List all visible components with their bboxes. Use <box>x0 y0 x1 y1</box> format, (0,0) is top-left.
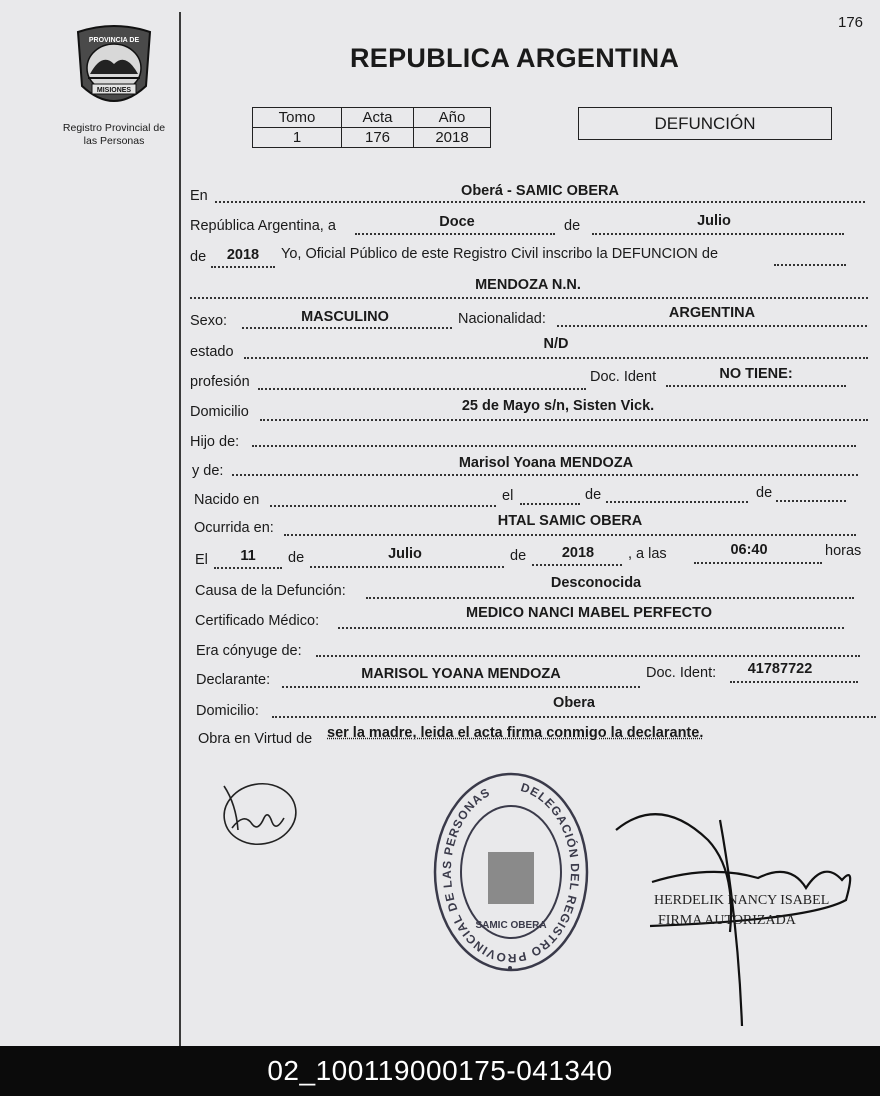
label-de-def-1: de <box>288 550 305 566</box>
label-de-1: de <box>564 218 581 234</box>
acta-value-anio: 2018 <box>414 128 491 148</box>
acta-table <box>252 107 491 148</box>
value-dia-letras: Doce <box>439 214 475 230</box>
value-mes-def: Julio <box>388 546 422 562</box>
value-lugar: Oberá - SAMIC OBERA <box>461 183 619 199</box>
field-line-anio <box>211 266 275 268</box>
label-el-nacido: el <box>502 488 514 504</box>
label-doc-ident: Doc. Ident <box>590 369 657 385</box>
label-el: El <box>195 552 208 568</box>
label-hijo-de: Hijo de: <box>190 434 240 450</box>
value-ocurrida-en: HTAL SAMIC OBERA <box>497 513 643 529</box>
label-domicilio-declarante: Domicilio: <box>196 703 259 719</box>
field-line-dia-letras <box>355 233 555 235</box>
acta-value-acta: 176 <box>342 128 414 148</box>
field-line-mes-def <box>310 566 504 568</box>
label-de-def-2: de <box>510 548 527 564</box>
value-nacionalidad: ARGENTINA <box>668 305 756 321</box>
value-domicilio: 25 de Mayo s/n, Sisten Vick. <box>461 398 655 414</box>
registry-name-line-1: Registro Provincial de <box>62 122 166 134</box>
label-causa: Causa de la Defunción: <box>195 583 346 599</box>
label-a-las: , a las <box>628 546 667 562</box>
field-line-ocurrida <box>284 534 856 536</box>
label-obra: Obra en Virtud de <box>198 731 313 747</box>
field-line-hora <box>694 562 822 564</box>
document-type-box <box>578 107 832 140</box>
label-horas: horas <box>825 543 862 559</box>
footer-code: 02_100119000175-041340 <box>0 1046 880 1096</box>
field-line-domicilio <box>260 419 868 421</box>
value-mes: Julio <box>697 213 731 229</box>
registry-name <box>52 122 176 148</box>
misiones-crest-icon <box>72 24 156 114</box>
label-sexo: Sexo: <box>190 313 228 329</box>
label-nacido-en: Nacido en <box>194 492 260 508</box>
document-type: DEFUNCIÓN <box>654 113 756 133</box>
label-nacionalidad: Nacionalidad: <box>458 311 546 327</box>
field-line-nombre <box>190 297 868 299</box>
label-conyuge: Era cónyuge de: <box>196 643 302 659</box>
label-de-nacido-2: de <box>756 485 773 501</box>
label-ocurrida-en: Ocurrida en: <box>194 520 274 536</box>
label-de-nacido-1: de <box>585 487 602 503</box>
acta-header-acta: Acta <box>342 108 414 128</box>
field-line-domicilio-declarante <box>272 716 876 718</box>
main-title: REPUBLICA ARGENTINA <box>350 43 680 73</box>
field-line-madre <box>232 474 858 476</box>
field-line-nacido-anio <box>776 500 846 502</box>
field-line-nacido-dia <box>520 503 580 505</box>
field-line-profesion <box>258 388 586 390</box>
field-line-doc-declarante <box>730 681 858 683</box>
acta-table-header-row <box>253 108 491 128</box>
value-anio-def: 2018 <box>561 545 595 561</box>
value-sexo: MASCULINO <box>301 309 389 325</box>
value-nombre: MENDOZA N.N. <box>475 277 581 293</box>
field-line-causa <box>366 597 854 599</box>
label-domicilio: Domicilio <box>190 404 249 420</box>
value-estado: N/D <box>543 336 569 352</box>
signature-name: HERDELIK NANCY ISABEL <box>654 893 830 908</box>
label-oficial: Yo, Oficial Público de este Registro Civil inscribo la DEFUNCION de <box>281 246 719 262</box>
field-line-sexo <box>242 327 452 329</box>
field-line-anio-def <box>532 564 622 566</box>
field-line-defuncion <box>774 264 846 266</box>
label-doc-ident-declarante: Doc. Ident: <box>646 665 717 681</box>
label-profesion: profesión <box>190 374 250 390</box>
field-line-dia <box>214 567 282 569</box>
value-virtud: ser la madre, leida el acta firma conmigo la declarante. <box>327 725 704 741</box>
value-anio: 2018 <box>226 247 260 263</box>
acta-table-value-row <box>253 128 491 148</box>
label-certificado: Certificado Médico: <box>195 613 320 629</box>
value-doc-ident: NO TIENE: <box>719 366 793 382</box>
field-line-doc-ident <box>666 385 846 387</box>
margin-line <box>179 12 181 1046</box>
value-hora: 06:40 <box>730 542 768 558</box>
field-line-lugar <box>215 201 865 203</box>
official-stamp <box>426 768 596 978</box>
acta-header-anio: Año <box>414 108 491 128</box>
crest-text-top: PROVINCIA DE <box>88 37 140 44</box>
stamp-inner-text: SAMIC OBERA <box>475 920 547 931</box>
label-en: En <box>190 188 208 204</box>
field-line-conyuge <box>316 655 860 657</box>
value-declarante: MARISOL YOANA MENDOZA <box>361 666 561 682</box>
field-line-estado <box>244 357 868 359</box>
page-number: 176 <box>838 14 864 31</box>
field-line-padre <box>252 445 856 447</box>
field-line-certificado <box>338 627 844 629</box>
label-y-de: y de: <box>192 463 224 479</box>
field-line-nacionalidad <box>557 325 867 327</box>
value-domicilio-declarante: Obera <box>553 695 595 711</box>
field-line-declarante <box>282 686 640 688</box>
stamp-seal-icon <box>488 852 534 904</box>
label-de-2: de <box>190 249 207 265</box>
value-doc-declarante: 41787722 <box>747 661 813 677</box>
field-line-mes <box>592 233 844 235</box>
label-declarante: Declarante: <box>196 672 271 688</box>
authorized-signature <box>610 800 860 1030</box>
declarant-signature <box>214 774 304 850</box>
acta-value-tomo: 1 <box>253 128 342 148</box>
value-certificado: MEDICO NANCI MABEL PERFECTO <box>466 605 712 621</box>
crest-text-bottom: MISIONES <box>96 87 132 94</box>
field-line-nacido-lugar <box>270 505 496 507</box>
stamp-text: DELEGACIÓN DEL REGISTRO PROVINCIAL DE LAS PERSONAS <box>439 780 583 966</box>
signature-role: FIRMA AUTORIZADA <box>658 913 796 928</box>
value-madre: Marisol Yoana MENDOZA <box>458 455 634 471</box>
value-causa: Desconocida <box>550 575 642 591</box>
value-dia: 11 <box>240 548 256 564</box>
label-republica: República Argentina, a <box>190 218 336 234</box>
field-line-nacido-mes <box>606 501 748 503</box>
acta-header-tomo: Tomo <box>253 108 342 128</box>
registry-name-line-2: las Personas <box>83 135 145 147</box>
label-estado: estado <box>190 344 234 360</box>
